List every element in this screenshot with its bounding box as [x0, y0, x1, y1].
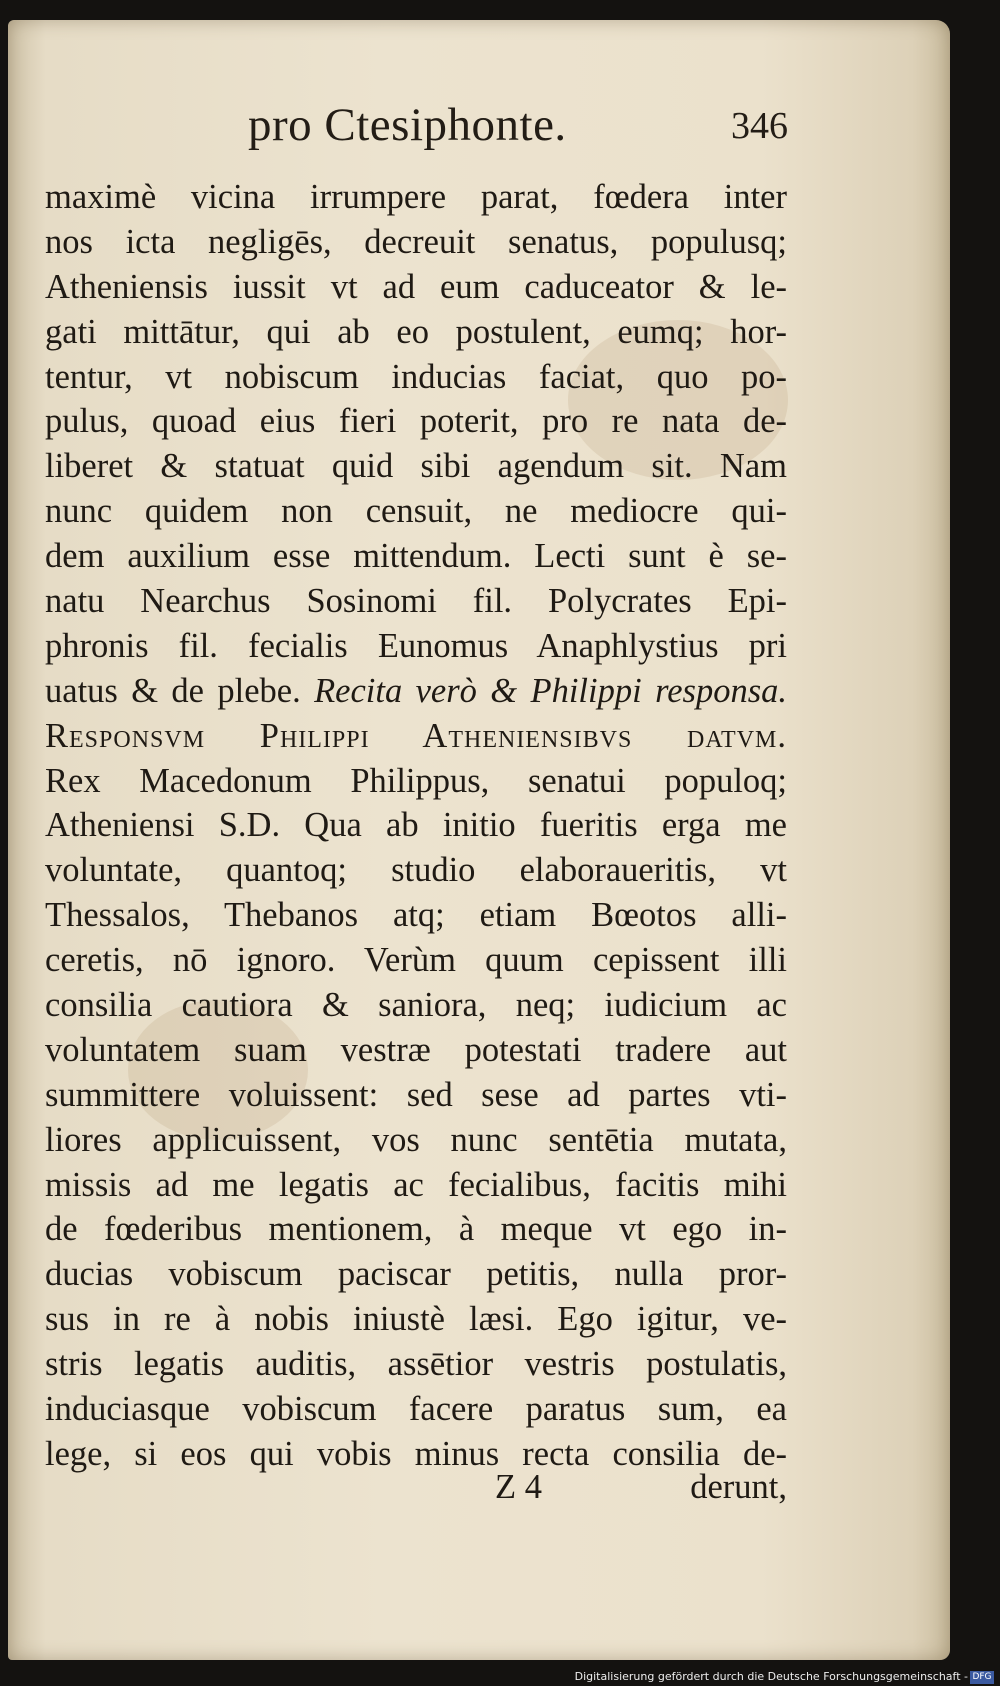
text-line: phronis fil. fecialis Eunomus Anaphlystius pri: [45, 626, 787, 665]
text-line: lege, si eos qui vobis minus recta consilia de-: [45, 1434, 787, 1473]
page-number: 346: [731, 105, 788, 147]
text-line: Atheniensi S.D. Qua ab initio fueritis erga me: [45, 806, 787, 845]
text-line: ducias vobiscum paciscar petitis, nulla pror-: [45, 1255, 787, 1294]
italic-note: Recita verò & Philippi responsa.: [314, 671, 787, 710]
text-line: liberet & statuat quid sibi agendum sit. Nam: [45, 447, 787, 486]
text-line-end: uatus & de plebe.: [45, 671, 301, 710]
text-line: Thessalos, Thebanos atq; etiam Bœotos alli-: [45, 896, 787, 935]
text-line: gati mittātur, qui ab eo postulent, eumq; hor-: [45, 312, 787, 351]
text-line-with-note: [45, 669, 787, 714]
running-title: pro Ctesiphonte.: [248, 99, 567, 151]
text-line: missis ad me legatis ac fecialibus, facitis mihi: [45, 1165, 787, 1204]
text-line: dem auxilium esse mittendum. Lecti sunt è se-: [45, 537, 787, 576]
text-line: liores applicuissent, vos nunc sentētia mutata,: [45, 1120, 787, 1159]
text-line: nos icta negligēs, decreuit senatus, populusq;: [45, 222, 787, 261]
text-line: summittere voluissent: sed sese ad partes vti-: [45, 1075, 787, 1114]
catchword: derunt,: [690, 1468, 787, 1506]
dfg-logo: DFG: [970, 1671, 994, 1684]
text-line: Rex Macedonum Philippus, senatui populoq;: [45, 761, 787, 800]
page-footer: [45, 1468, 787, 1518]
text-line: stris legatis auditis, assētior vestris postulatis,: [45, 1345, 787, 1384]
running-head: [248, 98, 788, 158]
section-heading: Responsvm Philippi Atheniensibvs datvm.: [45, 716, 787, 755]
book-page: [8, 20, 950, 1660]
text-line: voluntatem suam vestræ potestati tradere aut: [45, 1030, 787, 1069]
text-line: Atheniensis iussit vt ad eum caduceator & le-: [45, 267, 787, 306]
text-line: ceretis, nō ignoro. Verùm quum cepissent illi: [45, 941, 787, 980]
text-line: pulus, quoad eius fieri poterit, pro re nata de-: [45, 402, 787, 441]
text-line: maximè vicina irrumpere parat, fœdera inter: [45, 178, 787, 216]
signature-mark: Z 4: [495, 1468, 542, 1506]
text-line: sus in re à nobis iniustè læsi. Ego igitur, ve-: [45, 1300, 787, 1339]
body-text: [45, 175, 787, 1477]
digitization-credit: Digitalisierung gefördert durch die Deutsche Forschungsgemeinschaft -: [574, 1670, 968, 1683]
text-line: natu Nearchus Sosinomi fil. Polycrates Epi-: [45, 582, 787, 621]
text-line: tentur, vt nobiscum inducias faciat, quo po-: [45, 357, 787, 396]
text-line: de fœderibus mentionem, à meque vt ego in-: [45, 1210, 787, 1249]
text-line: induciasque vobiscum facere paratus sum, ea: [45, 1390, 787, 1429]
text-line: voluntate, quantoq; studio elaboraueritis, vt: [45, 851, 787, 890]
text-line: nunc quidem non censuit, ne mediocre qui-: [45, 492, 787, 531]
text-line: consilia cautiora & saniora, neq; iudicium ac: [45, 986, 787, 1025]
